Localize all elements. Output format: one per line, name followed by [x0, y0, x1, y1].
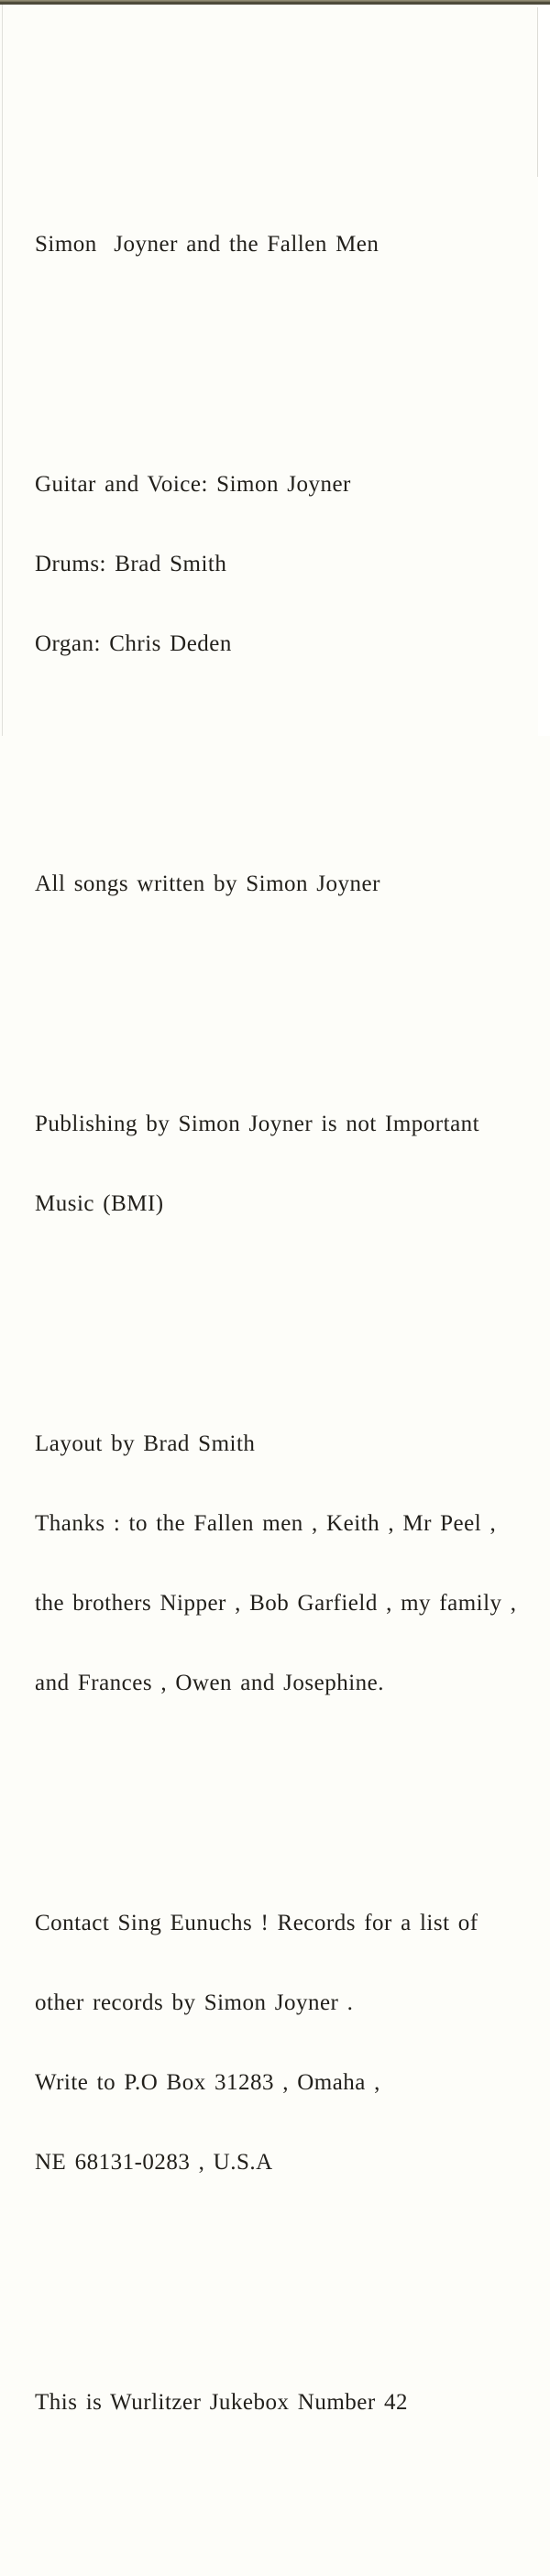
contact-line-1: Contact Sing Eunuchs ! Records for a list of — [35, 1911, 478, 1935]
credit-line-drums: Drums: Brad Smith — [35, 552, 227, 576]
album-title: Simon Joyner and the Fallen Men — [35, 232, 380, 257]
scan-edge-left-line — [2, 5, 3, 736]
jukebox-number-line: This is Wurlitzer Jukebox Number 42 — [35, 2390, 408, 2415]
contact-line-4: NE 68131-0283 , U.S.A — [35, 2150, 273, 2175]
scan-edge-right-line — [537, 7, 538, 177]
publishing-line-1: Publishing by Simon Joyner is not Important — [35, 1112, 480, 1136]
publishing-paragraph — [35, 1058, 527, 1270]
thanks-line-2: the brothers Nipper , Bob Garfield , my family , — [35, 1591, 517, 1616]
contact-line-3: Write to P.O Box 31283 , Omaha , — [35, 2070, 380, 2095]
layout-line: Layout by Brad Smith — [35, 1431, 256, 1456]
scan-right-strip — [538, 5, 550, 736]
scan-top-edge — [0, 0, 550, 5]
credit-line-organ: Organ: Chris Deden — [35, 631, 232, 656]
album-title-paragraph — [35, 178, 527, 311]
footer-paragraph — [35, 2336, 527, 2469]
songwriting-paragraph — [35, 817, 527, 950]
credit-line-guitar-voice: Guitar and Voice: Simon Joyner — [35, 472, 351, 497]
contact-line-2: other records by Simon Joyner . — [35, 1990, 354, 2015]
contact-paragraph — [35, 1857, 527, 2229]
credits-paragraph — [35, 418, 527, 710]
songwriting-line: All songs written by Simon Joyner — [35, 871, 380, 896]
publishing-line-2: Music (BMI) — [35, 1191, 164, 1216]
layout-thanks-paragraph — [35, 1377, 527, 1749]
thanks-line-3: and Frances , Owen and Josephine. — [35, 1671, 384, 1695]
thanks-line-1: Thanks : to the Fallen men , Keith , Mr Peel , — [35, 1511, 497, 1536]
liner-notes-text-block — [35, 98, 527, 2576]
